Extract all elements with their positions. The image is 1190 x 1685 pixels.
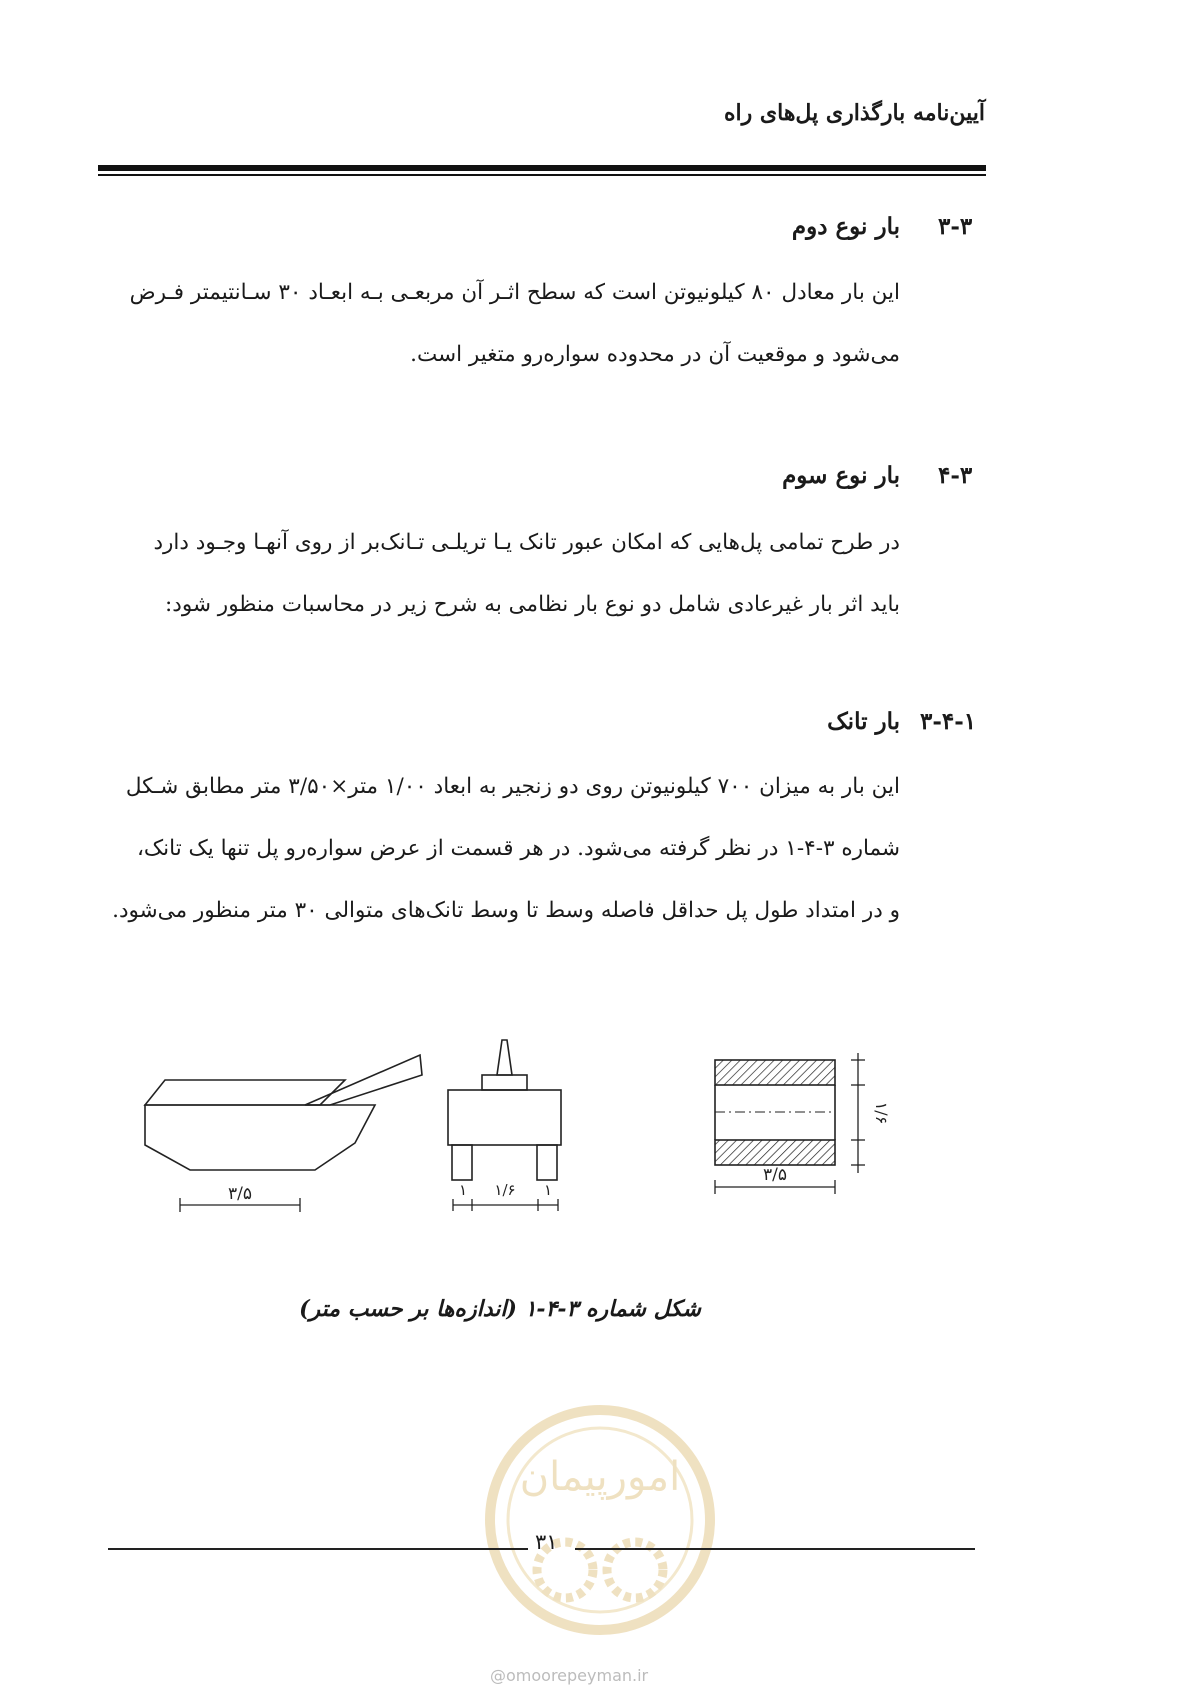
front-dimension-right: ۱ <box>543 1181 553 1199</box>
figure-caption: شکل شماره ۳-۴-۱ (اندازه‌ها بر حسب متر) <box>299 1296 701 1322</box>
header-rule-thick <box>98 165 986 171</box>
paragraph-line: و در امتداد طول پل حداقل فاصله وسط تا وسط تانک‌های متوالی ۳۰ متر منظور می‌شود. <box>112 898 900 923</box>
footer-rule-right <box>575 1548 975 1550</box>
section-paragraph <box>100 756 900 942</box>
front-dimension-left: ۱ <box>458 1181 468 1199</box>
watermark-text: امورپیمان <box>519 1454 681 1500</box>
tank-figure <box>130 1025 980 1255</box>
paragraph-line: شماره ۳-۴-۱ در نظر گرفته می‌شود. در هر قسمت از عرض سواره‌رو پل تنها یک تانک، <box>136 836 900 861</box>
section-title: بار نوع سوم <box>782 462 900 489</box>
watermark-url: @omoorepeyman.ir <box>490 1666 649 1685</box>
front-dimension-line <box>453 1199 558 1211</box>
footer-rule-left <box>108 1548 528 1550</box>
front-dimension-middle: ۱/۶ <box>494 1181 516 1199</box>
side-dimension-label: ۳/۵ <box>228 1184 252 1204</box>
tank-side-view <box>145 1055 422 1170</box>
running-header: آیین‌نامه بارگذاری پل‌های راه <box>723 100 985 126</box>
section-title: بار نوع دوم <box>791 213 900 240</box>
section-number: ۳-۴-۱ <box>920 708 977 735</box>
section-paragraph <box>100 512 900 636</box>
section-number: ۴-۳ <box>938 462 973 489</box>
paragraph-line: این بار معادل ۸۰ کیلونیوتن است که سطح اثـر آن مربعـی بـه ابعـاد ۳۰ سـانتیمتر فـرض <box>129 280 900 305</box>
section-number: ۳-۳ <box>938 213 973 240</box>
plan-length-label: ۳/۵ <box>763 1165 787 1185</box>
paragraph-line: باید اثر بار غیرعادی شامل دو نوع بار نظامی به شرح زیر در محاسبات منظور شود: <box>165 592 900 617</box>
header-rule-thin <box>98 174 986 176</box>
section-title: بار تانک <box>827 708 900 735</box>
page-number: ۳۱ <box>535 1530 558 1554</box>
paragraph-line: این بار به میزان ۷۰۰ کیلونیوتن روی دو زنجیر به ابعاد ۱/۰۰ متر×۳/۵۰ متر مطابق شـکل <box>125 774 900 799</box>
section-paragraph <box>100 262 900 386</box>
plan-width-label: ۱/۶ <box>872 1101 891 1125</box>
paragraph-line: می‌شود و موقعیت آن در محدوده سواره‌رو متغیر است. <box>410 342 900 367</box>
tank-front-view <box>448 1040 561 1180</box>
tank-plan-view <box>715 1060 835 1165</box>
watermark-logo <box>475 1395 725 1645</box>
paragraph-line: در طرح تمامی پل‌هایی که امکان عبور تانک یـا تریلـی تـانک‌بر از روی آنهـا وجـود دارد <box>153 530 900 555</box>
